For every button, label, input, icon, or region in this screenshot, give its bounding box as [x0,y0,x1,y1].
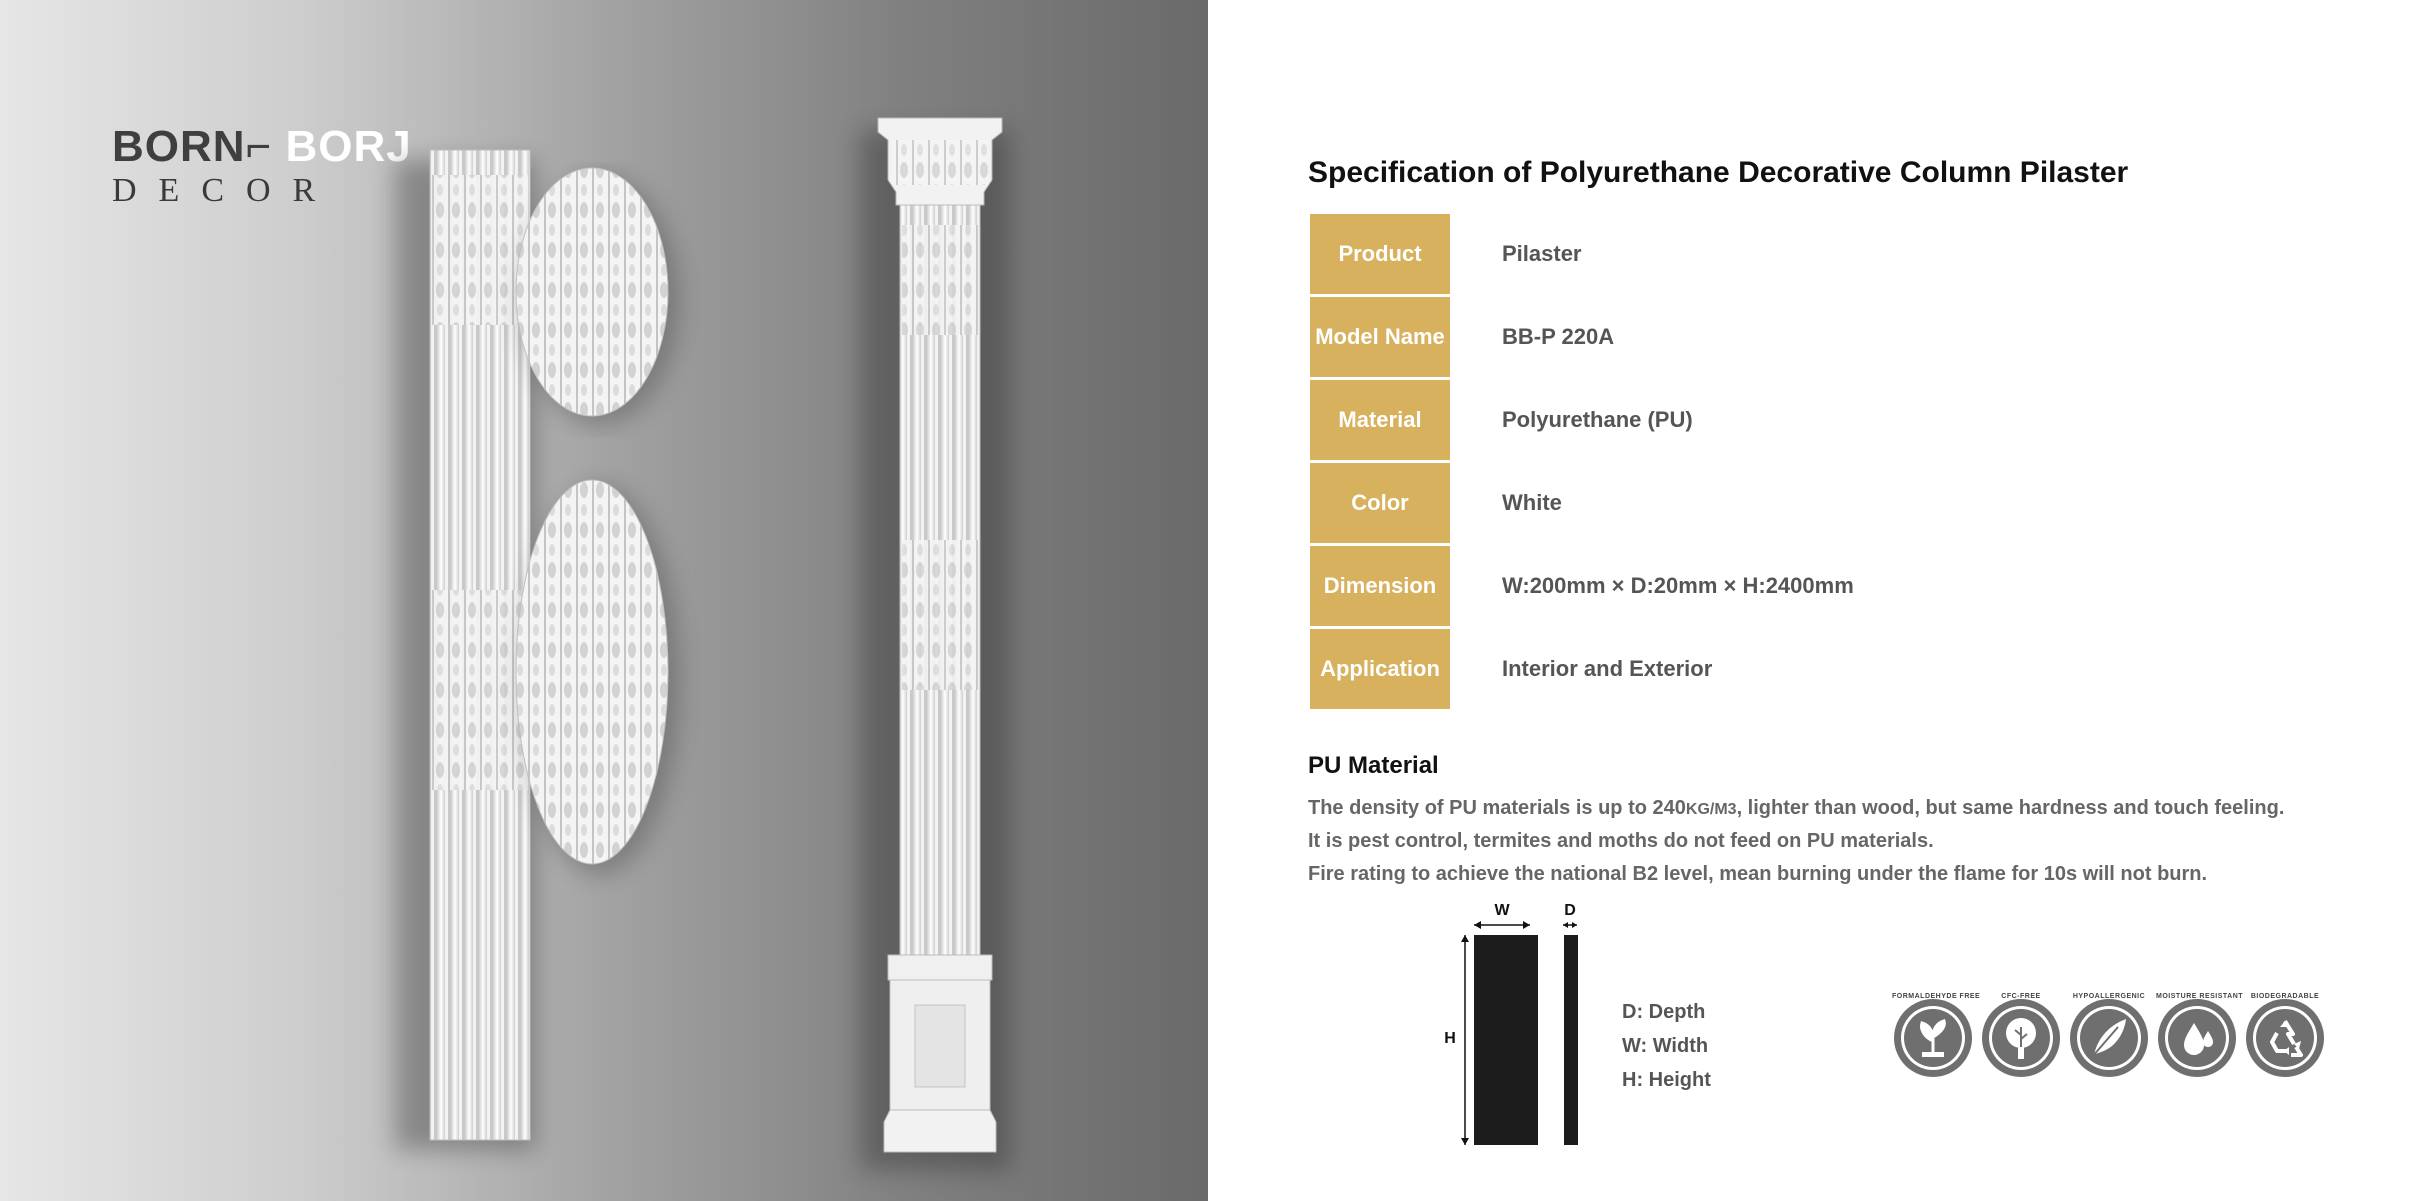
pilaster-ornament-mid [432,590,528,790]
spec-value: BB-P 220A [1450,297,1854,380]
spec-value: Pilaster [1450,214,1854,297]
legend-width: W: Width [1622,1035,1709,1057]
spec-label: Dimension [1310,546,1450,629]
spec-label: Color [1310,463,1450,546]
detail-oval-bottom [516,480,668,864]
capital-detail [892,140,988,185]
legend-height: H: Height [1622,1069,1711,1091]
spec-row [1310,546,1854,629]
badge-formaldehyde-free [1892,993,1981,1079]
spec-label: Product [1310,214,1450,297]
legend-depth: D: Depth [1622,1001,1706,1023]
badge-hypoallergenic [2068,993,2150,1079]
pilaster-ornament-top [432,175,528,325]
logo-part1: BORN [112,122,246,171]
pu-line-1 [1308,792,2284,825]
spec-value: Polyurethane (PU) [1450,380,1854,463]
spec-row [1310,214,1854,297]
spec-table [1310,214,1854,712]
pu-line-2: It is pest control, termites and moths do not feed on PU materials. [1308,830,1934,852]
logo-part2: BORJ [285,122,412,171]
water-drops-icon [2156,997,2238,1079]
column-plinth [884,1110,996,1152]
column-base-cap [888,955,992,980]
width-face [1474,935,1538,1145]
badge-label: BIODEGRADABLE [2250,993,2320,1000]
badge-label: MOISTURE RESISTANT [2156,993,2244,1000]
spec-row [1310,629,1854,712]
pu-line-1-pre: The density of PU materials is up to 240 [1308,797,1686,819]
detail-oval-top [516,168,668,416]
pu-line-1-post: , lighter than wood, but same hardness and touch feeling. [1736,797,2285,819]
spec-row [1310,463,1854,546]
badge-biodegradable [2244,993,2326,1079]
spec-label: Model Name [1310,297,1450,380]
feather-icon [2068,997,2150,1079]
page-title: Specification of Polyurethane Decorative Column Pilaster [1308,156,2129,189]
badge-moisture-resistant [2156,993,2244,1079]
pu-line-3: Fire rating to achieve the national B2 level, mean burning under the flame for 10s will not burn. [1308,863,2208,885]
column-ornament-top [902,225,978,335]
logo-mark: ⌐ [245,122,273,171]
feature-badges [1892,993,2326,1079]
badge-label: FORMALDEHYDE FREE [1892,993,1981,1000]
width-label: W [1494,902,1510,919]
recycle-icon [2244,997,2326,1079]
product-photo [0,0,1208,1201]
pu-material-title: PU Material [1308,752,1439,779]
pilaster-illustration [0,0,1208,1201]
dimension-diagram [1420,895,1600,1155]
column-ornament-mid [902,540,978,690]
pu-material-description [1308,792,2284,891]
depth-face [1564,935,1578,1145]
spec-value: White [1450,463,1854,546]
dimension-legend [1622,995,1711,1097]
plant-icon [1892,997,1974,1079]
badge-label: CFC-FREE [2001,993,2041,1000]
logo-subtitle: DECOR [112,172,338,209]
spec-value: Interior and Exterior [1450,629,1854,712]
spec-row [1310,297,1854,380]
depth-label: D [1564,902,1576,919]
badge-cfc-free [1980,993,2062,1079]
badge-label: HYPOALLERGENIC [2072,993,2146,1000]
spec-value: W:200mm × D:20mm × H:2400mm [1450,546,1854,629]
pu-line-1-unit: KG/M3 [1685,801,1737,818]
height-label: H [1444,1030,1456,1047]
column-base-panel [915,1005,965,1087]
spec-label: Material [1310,380,1450,463]
spec-label: Application [1310,629,1450,712]
tree-icon [1980,997,2062,1079]
spec-row [1310,380,1854,463]
